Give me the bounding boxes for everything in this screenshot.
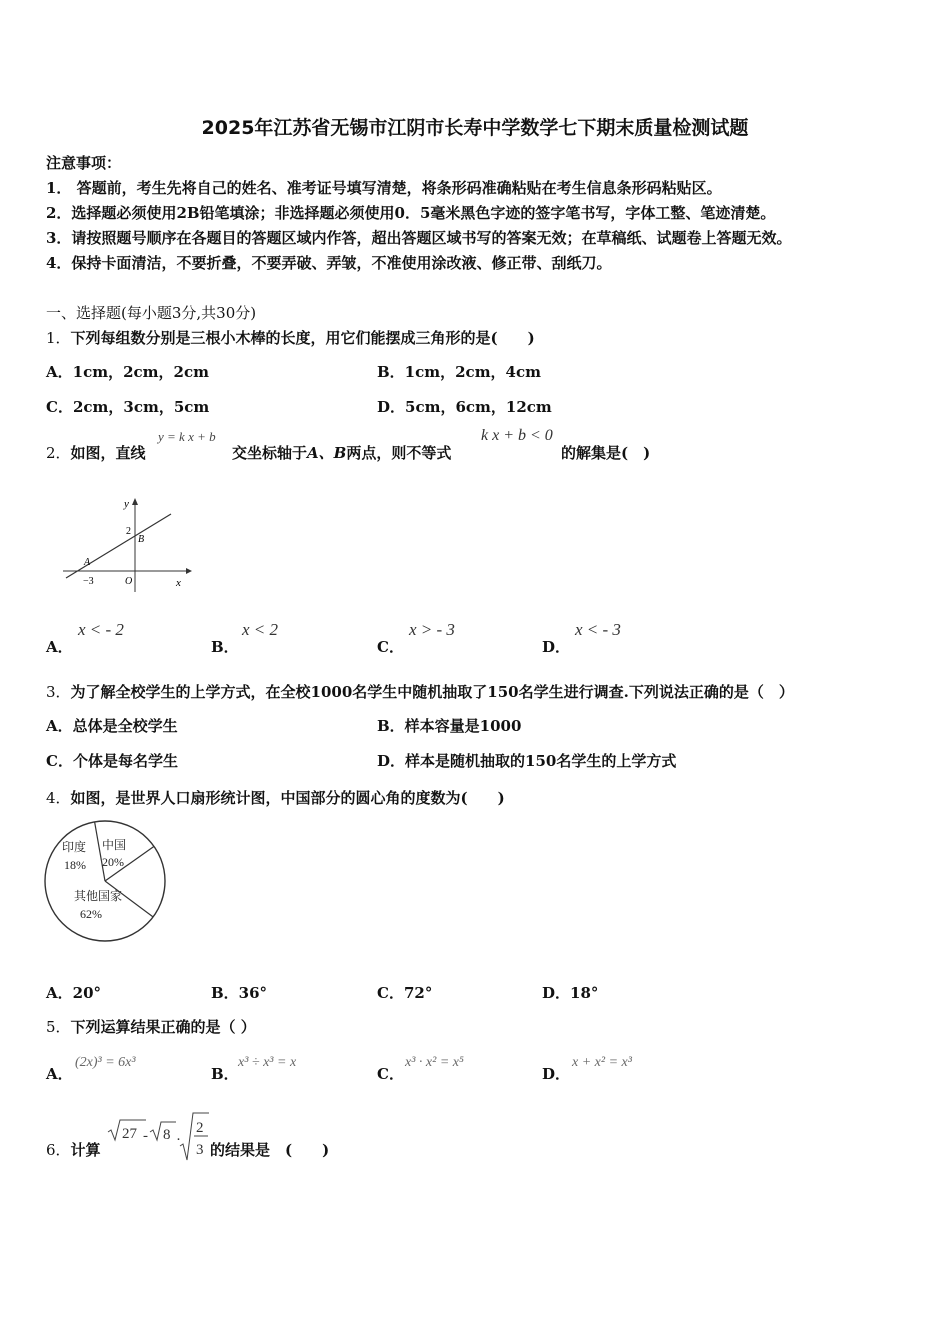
line-y-kx-b bbox=[66, 514, 171, 578]
slice-label-others: 其他国家 bbox=[74, 889, 123, 903]
question-2-cont bbox=[232, 442, 451, 463]
minus-sign: - bbox=[143, 1128, 148, 1144]
question-number: 4． bbox=[46, 789, 71, 807]
notice-item: 3．请按照题号顺序在各题目的答题区域内作答，超出答题区域书写的答案无效；在草稿纸、试题卷上答题无效。 bbox=[46, 229, 792, 247]
option-c: C．个体是每名学生 bbox=[46, 752, 178, 770]
slice-label-china: 中国 bbox=[102, 838, 127, 852]
point-names: A、B bbox=[307, 444, 347, 462]
question-number: 3． bbox=[46, 683, 71, 701]
question-number: 2． bbox=[46, 444, 71, 462]
option-c: C．72° bbox=[377, 984, 433, 1002]
slice-label-india: 印度 bbox=[62, 840, 87, 854]
question-5 bbox=[46, 1016, 256, 1037]
question-text: 下列运算结果正确的是（ ） bbox=[70, 1018, 256, 1036]
question-text: 下列每组数分别是三根小木棒的长度，用它们能摆成三角形的是( ) bbox=[70, 329, 535, 347]
section-heading: 一、选择题(每小题3分,共30分) bbox=[46, 304, 257, 322]
option-a: A．20° bbox=[46, 984, 102, 1002]
line-graph-figure bbox=[58, 492, 193, 602]
option-b-formula: x³ ÷ x³ = x bbox=[238, 1055, 297, 1070]
point-b-label: B bbox=[138, 534, 145, 545]
tick-label-minus3: −3 bbox=[83, 576, 94, 587]
y-axis-label: y bbox=[124, 498, 129, 510]
question-text: 为了解全校学生的上学方式，在全校1000名学生中随机抽取了150名学生进行调查.下列说法正确的是（ ） bbox=[70, 683, 794, 701]
question-text: 如图，是世界人口扇形统计图，中国部分的圆心角的度数为( ) bbox=[70, 789, 505, 807]
question-text: 如图，直线 bbox=[70, 444, 146, 462]
question-4 bbox=[46, 787, 505, 808]
formula-inequality: k x + b < 0 bbox=[481, 427, 553, 444]
question-number: 1． bbox=[46, 329, 71, 347]
formula-line: y = k x + b bbox=[158, 429, 216, 444]
option-c-label: C． bbox=[377, 1065, 404, 1083]
origin-label: O bbox=[125, 576, 133, 587]
question-number: 6． bbox=[46, 1141, 71, 1159]
denominator-3: 3 bbox=[196, 1142, 204, 1158]
option-b: B．样本容量是1000 bbox=[377, 717, 522, 735]
option-b: B．1cm，2cm，4cm bbox=[377, 363, 542, 381]
option-d-label: D． bbox=[542, 1065, 571, 1083]
option-a-formula: (2x)³ = 6x³ bbox=[75, 1055, 136, 1070]
radicand-8: 8 bbox=[163, 1127, 171, 1143]
option-b: B．36° bbox=[211, 984, 268, 1002]
slice-value-others: 62% bbox=[80, 907, 102, 921]
option-a-label: A． bbox=[46, 1065, 73, 1083]
option-c-formula: x > - 3 bbox=[409, 620, 455, 639]
notice-item: 4．保持卡面清洁，不要折叠，不要弄破、弄皱，不准使用涂改液、修正带、刮纸刀。 bbox=[46, 254, 612, 272]
x-axis-label: x bbox=[176, 577, 181, 589]
question-text: 两点，则不等式 bbox=[346, 444, 452, 462]
question-text: 的结果是 ( ) bbox=[210, 1141, 330, 1159]
option-d: D．5cm，6cm，12cm bbox=[377, 398, 552, 416]
option-a: A．总体是全校学生 bbox=[46, 717, 178, 735]
question-text: 交坐标轴于 bbox=[232, 444, 308, 462]
option-c-formula: x³ · x² = x⁵ bbox=[405, 1055, 464, 1070]
option-a-formula: x < - 2 bbox=[78, 620, 124, 639]
page-title: 2025年江苏省无锡市江阴市长寿中学数学七下期末质量检测试题 bbox=[201, 117, 749, 139]
question-3 bbox=[46, 681, 794, 702]
option-d: D．18° bbox=[542, 984, 599, 1002]
point-a-label: A bbox=[84, 557, 91, 568]
option-b-formula: x < 2 bbox=[242, 620, 279, 639]
notice-item: 2．选择题必须使用2B铅笔填涂；非选择题必须使用0．5毫米黑色字迹的签字笔书写，字体工整、笔迹清楚。 bbox=[46, 204, 776, 222]
pie-chart bbox=[42, 818, 172, 948]
question-6 bbox=[46, 1139, 101, 1160]
question-number: 5． bbox=[46, 1018, 71, 1036]
question-text: 计算 bbox=[70, 1141, 101, 1159]
numerator-2: 2 bbox=[196, 1120, 204, 1136]
option-d-formula: x < - 3 bbox=[575, 620, 621, 639]
slice-value-india: 18% bbox=[64, 858, 86, 872]
radicand-27: 27 bbox=[122, 1126, 137, 1142]
question-2 bbox=[46, 442, 146, 463]
option-b-label: B． bbox=[211, 1065, 239, 1083]
radical-expression bbox=[106, 1110, 210, 1164]
notice-heading: 注意事项： bbox=[46, 154, 122, 172]
option-a-label: A． bbox=[46, 638, 73, 656]
option-c-label: C． bbox=[377, 638, 404, 656]
option-a: A．1cm，2cm，2cm bbox=[46, 363, 209, 381]
notice-item: 1． 答题前，考生先将自己的姓名、准考证号填写清楚，将条形码准确粘贴在考生信息条形码粘贴区。 bbox=[46, 179, 722, 197]
option-d: D．样本是随机抽取的150名学生的上学方式 bbox=[377, 752, 677, 770]
y-axis-arrow bbox=[132, 498, 138, 505]
option-b-label: B． bbox=[211, 638, 239, 656]
option-d-label: D． bbox=[542, 638, 571, 656]
option-d-formula: x + x² = x³ bbox=[572, 1055, 632, 1070]
question-1 bbox=[46, 327, 535, 348]
x-axis-arrow bbox=[186, 568, 192, 574]
tick-label-2: 2 bbox=[126, 526, 131, 537]
option-c: C．2cm，3cm，5cm bbox=[46, 398, 210, 416]
question-text: 的解集是( ) bbox=[561, 444, 651, 462]
slice-value-china: 20% bbox=[102, 855, 124, 869]
dot-sign: · bbox=[176, 1132, 181, 1148]
